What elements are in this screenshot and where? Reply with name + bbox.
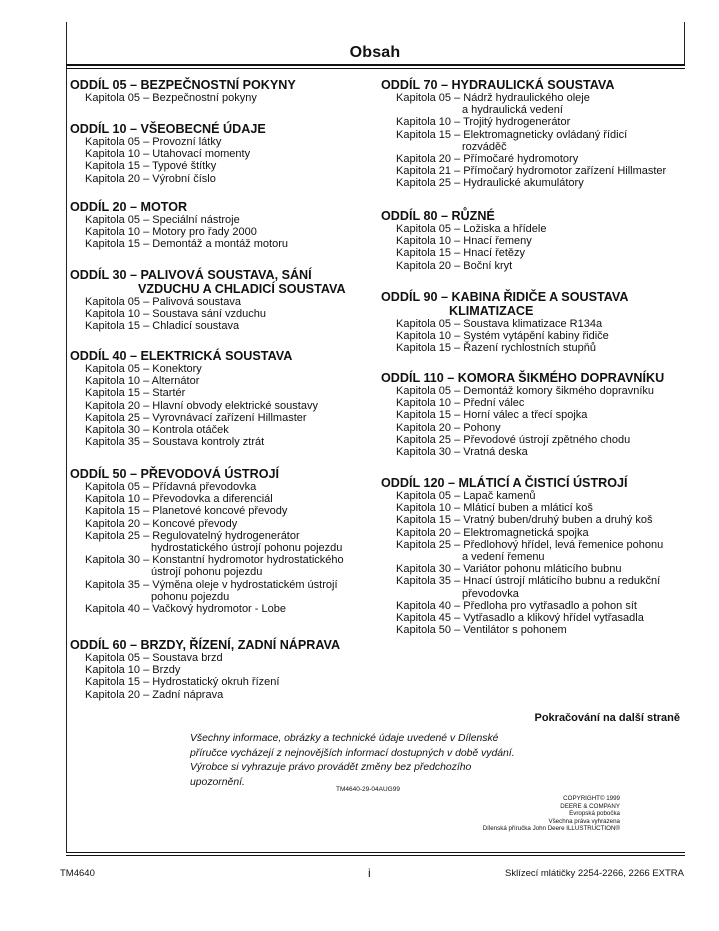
left-frame-line [66,22,67,852]
chapter-entry[interactable] [70,160,370,172]
chapter-entry-line: Kapitola 25 – Převodové ústrojí zpětného chodu [396,433,631,446]
chapter-entry-line: Kapitola 25 – Předlohový hřídel, levá řemenice pohonu [396,538,664,551]
chapter-entry[interactable] [70,676,370,688]
toc-section [381,371,684,458]
section-heading[interactable] [70,467,370,481]
chapter-entry-line: Kapitola 40 – Vačkový hydromotor - Lobe [85,603,286,616]
chapter-entry-line: Kapitola 30 – Konstantní hydromotor hydrostatického [85,554,344,567]
chapter-entry-line: Kapitola 05 – Demontáž komory šikmého dopravníku [396,385,655,397]
toc-section [70,638,370,701]
chapter-entry[interactable] [381,223,684,235]
section-heading-line: ODDÍL 10 – VŠEOBECNÉ ÚDAJE [70,122,266,136]
chapter-entry-line: hydrostatického ústrojí pohonu pojezdu [151,542,343,555]
chapter-entry[interactable] [381,385,684,397]
copyright-line: COPYRIGHT© 1999 [563,795,620,802]
chapter-entry-line: Kapitola 35 – Soustava kontroly ztrát [85,436,265,449]
chapter-entry[interactable] [70,226,370,238]
chapter-entry-line: Kapitola 15 – Hydrostatický okruh řízení [85,676,280,689]
chapter-entry[interactable] [70,173,370,185]
chapter-entry[interactable] [381,502,684,514]
section-heading[interactable] [70,349,370,363]
disclaimer-line: Výrobce si vyhrazuje právo provádět změny bez předchozího [190,762,472,773]
chapter-entry[interactable] [381,92,684,116]
section-heading[interactable] [381,209,684,223]
chapter-entry[interactable] [381,260,684,272]
chapter-entry-line: Kapitola 15 – Typové štítky [85,160,217,173]
copyright-line: Všechna práva vyhrazena [548,817,620,825]
chapter-entry[interactable] [381,177,684,189]
chapter-entry-line: Kapitola 45 – Vytřasadlo a klikový hřídel vytřasadla [396,612,644,625]
section-heading[interactable] [381,476,684,490]
chapter-entry[interactable] [70,579,370,603]
chapter-list [381,318,684,355]
chapter-entry[interactable] [381,514,684,526]
chapter-entry[interactable] [381,563,684,575]
chapter-entry-line: Kapitola 15 – Řazení rychlostních stupňů [396,342,596,355]
chapter-entry[interactable] [381,318,684,330]
chapter-entry[interactable] [70,136,370,148]
chapter-entry-line: Kapitola 30 – Kontrola otáček [85,424,229,437]
section-heading[interactable] [381,371,684,385]
chapter-entry[interactable] [381,330,684,342]
chapter-entry[interactable] [381,612,684,624]
chapter-entry[interactable] [70,148,370,160]
chapter-entry[interactable] [70,238,370,250]
toc-section [381,209,684,272]
footer-page-number: i [368,866,371,880]
chapter-entry-line: Kapitola 30 – Vratná deska [396,446,528,459]
section-heading[interactable] [381,290,684,318]
chapter-entry-line: rozváděč [462,140,507,153]
chapter-entry[interactable] [70,554,370,578]
chapter-entry-line: Kapitola 50 – Ventilátor s pohonem [396,624,567,637]
chapter-entry[interactable] [70,400,370,412]
toc-section [70,268,370,333]
chapter-entry-line: Kapitola 40 – Předloha pro vytřasadlo a pohon sít [396,599,637,612]
chapter-entry-line: Kapitola 20 – Boční kryt [396,259,513,272]
chapter-entry[interactable] [381,539,684,563]
chapter-entry[interactable] [70,412,370,424]
section-heading-line: ODDÍL 20 – MOTOR [70,200,188,214]
chapter-entry-line: Kapitola 15 – Chladicí soustava [85,320,240,333]
chapter-list [70,136,370,185]
chapter-entry[interactable] [70,530,370,554]
footer-rule [66,852,685,853]
right-frame-line [684,22,685,64]
chapter-entry-line: Kapitola 15 – Planetové koncové převody [85,505,288,518]
disclaimer-line: Všechny informace, obrázky a technické údaje uvedené v Dílenské [190,733,499,744]
chapter-entry[interactable] [70,493,370,505]
chapter-entry[interactable] [381,342,684,354]
chapter-entry[interactable] [70,296,370,308]
chapter-entry[interactable] [381,409,684,421]
disclaimer-line: příručce vycházejí z nejnovějších informací dostupných v době vydání. [190,747,515,759]
section-heading[interactable] [70,200,370,214]
section-heading[interactable] [70,638,370,652]
chapter-entry[interactable] [70,481,370,493]
toc-section [70,349,370,448]
chapter-entry-line: Kapitola 20 – Pohony [396,421,501,434]
chapter-entry-line: Kapitola 10 – Hnací řemeny [396,235,532,248]
copyright-line: Dílenská příručka John Deere ILLUSTRUCTION® [482,825,620,833]
title-rule-thin [66,68,685,69]
chapter-entry-line: Kapitola 25 – Regulovatelný hydrogenerátor [85,529,300,542]
chapter-entry-line: Kapitola 10 – Alternátor [85,375,200,388]
chapter-entry[interactable] [381,600,684,612]
section-heading-line: ODDÍL 30 – PALIVOVÁ SOUSTAVA, SÁNÍ [70,268,312,282]
chapter-list [70,296,370,333]
chapter-entry-line: Kapitola 05 – Provozní látky [85,136,222,148]
toc-section [381,78,684,190]
chapter-entry[interactable] [381,527,684,539]
chapter-entry-line: Kapitola 10 – Systém vytápění kabiny řidiče [396,330,609,343]
copyright-block [440,795,620,833]
chapter-entry-line: Kapitola 20 – Koncové převody [85,517,238,530]
chapter-entry-line: Kapitola 10 – Motory pro řady 2000 [85,226,257,239]
chapter-list [70,92,370,104]
section-heading-line: VZDUCHU A CHLADICÍ SOUSTAVA [138,282,346,296]
continued-note: Pokračování na další straně [534,712,680,724]
chapter-entry[interactable] [381,446,684,458]
chapter-entry[interactable] [70,436,370,448]
chapter-entry[interactable] [381,422,684,434]
chapter-list [70,481,370,615]
chapter-entry-line: Kapitola 15 – Horní válec a třecí spojka [396,409,588,422]
chapter-entry-line: Kapitola 10 – Brzdy [85,664,181,677]
chapter-entry-line: Kapitola 15 – Elektromagneticky ovládaný řídicí [396,128,628,141]
chapter-entry-line: Kapitola 21 – Přímočarý hydromotor zařízení Hillmaster [396,165,667,178]
chapter-entry[interactable] [381,116,684,128]
chapter-entry-line: Kapitola 25 – Hydraulické akumulátory [396,177,584,190]
chapter-entry[interactable] [381,235,684,247]
chapter-entry-line: Kapitola 05 – Soustava klimatizace R134a [396,318,603,330]
footer-rule-second [66,855,685,856]
section-heading-line: ODDÍL 05 – BEZPEČNOSTNÍ POKYNY [70,78,296,92]
chapter-entry-line: a vedení řemenu [462,551,545,564]
chapter-entry[interactable] [70,308,370,320]
chapter-entry-line: Kapitola 15 – Startér [85,387,186,400]
section-heading-line: ODDÍL 80 – RŮZNÉ [381,209,495,223]
section-heading-line: ODDÍL 90 – KABINA ŘIDIČE A SOUSTAVA [381,290,629,304]
chapter-entry[interactable] [381,397,684,409]
chapter-entry-line: Kapitola 15 – Vratný buben/druhý buben a druhý koš [396,514,653,527]
section-heading[interactable] [70,268,370,296]
chapter-list [381,490,684,636]
chapter-entry[interactable] [70,375,370,387]
chapter-entry[interactable] [70,652,370,664]
toc-section [381,290,684,355]
section-heading-line: KLIMATIZACE [449,304,534,318]
chapter-list [381,385,684,458]
chapter-entry[interactable] [381,153,684,165]
toc-section [70,467,370,615]
chapter-entry-line: Kapitola 20 – Hlavní obvody elektrické soustavy [85,399,318,412]
toc-section [70,122,370,185]
chapter-entry-line: Kapitola 05 – Konektory [85,363,202,375]
chapter-entry-line: Kapitola 30 – Variátor pohonu mláticího bubnu [396,563,622,576]
chapter-entry-line: Kapitola 20 – Přímočaré hydromotory [396,153,579,166]
disclaimer [190,732,520,790]
section-heading[interactable] [381,78,684,92]
chapter-entry-line: Kapitola 05 – Nádrž hydraulického oleje [396,92,590,104]
chapter-entry-line: Kapitola 20 – Zadní náprava [85,688,224,701]
title-rule [66,64,685,66]
chapter-entry-line: Kapitola 15 – Demontáž a montáž motoru [85,238,289,251]
chapter-entry[interactable] [381,247,684,259]
section-heading-line: ODDÍL 40 – ELEKTRICKÁ SOUSTAVA [70,349,293,363]
footer-manual-code: TM4640 [60,868,95,879]
section-heading-line: ODDÍL 120 – MLÁTICÍ A ČISTICÍ ÚSTROJÍ [381,476,628,490]
chapter-entry[interactable] [70,92,370,104]
chapter-entry[interactable] [381,490,684,502]
chapter-list [381,92,684,190]
chapter-entry-line: Kapitola 05 – Lapač kamenů [396,490,536,502]
chapter-entry-line: Kapitola 05 – Palivová soustava [85,296,241,308]
chapter-entry[interactable] [70,214,370,226]
chapter-entry[interactable] [70,664,370,676]
chapter-entry[interactable] [381,129,684,153]
chapter-entry[interactable] [381,575,684,599]
chapter-entry-line: Kapitola 25 – Vyrovnávací zařízení Hillmaster [85,411,307,424]
toc-section [70,200,370,251]
chapter-list [70,214,370,251]
chapter-entry[interactable] [381,624,684,636]
toc-section [381,476,684,636]
chapter-entry-line: Kapitola 05 – Ložiska a hřídele [396,223,547,235]
section-heading-line: ODDÍL 70 – HYDRAULICKÁ SOUSTAVA [381,78,615,92]
chapter-entry-line: Kapitola 10 – Mláticí buben a mláticí koš [396,502,593,515]
chapter-entry-line: Kapitola 15 – Hnací řetězy [396,247,526,260]
chapter-entry[interactable] [70,424,370,436]
chapter-entry[interactable] [70,363,370,375]
chapter-entry-line: Kapitola 05 – Přídavná převodovka [85,481,257,493]
chapter-entry-line: Kapitola 10 – Trojitý hydrogenerátor [396,116,571,129]
chapter-entry[interactable] [70,505,370,517]
section-heading[interactable] [70,78,370,92]
chapter-entry-line: a hydraulická vedení [462,104,563,117]
chapter-entry[interactable] [381,434,684,446]
chapter-list [381,223,684,272]
chapter-entry-line: Kapitola 10 – Soustava sání vzduchu [85,308,267,321]
chapter-entry[interactable] [70,320,370,332]
disclaimer-line: upozornění. [190,776,245,788]
chapter-entry-line: Kapitola 05 – Soustava brzd [85,652,223,664]
chapter-entry-line: převodovka [462,587,519,600]
toc-section [70,78,370,104]
chapter-entry-line: Kapitola 20 – Výrobní číslo [85,172,216,185]
copyright-line: Evropská pobočka [569,810,620,818]
chapter-entry[interactable] [70,518,370,530]
reference-code: TM4640-29-04AUG99 [336,786,400,793]
chapter-entry[interactable] [381,165,684,177]
chapter-entry-line: Kapitola 35 – Výměna oleje v hydrostatickém ústrojí [85,578,338,591]
chapter-list [70,363,370,448]
copyright-line: DEERE & COMPANY [560,802,620,810]
chapter-entry-line: pohonu pojezdu [151,590,230,603]
chapter-list [70,652,370,701]
page-title: Obsah [349,44,401,61]
section-heading-line: ODDÍL 50 – PŘEVODOVÁ ÚSTROJÍ [70,467,280,481]
chapter-entry[interactable] [70,603,370,615]
chapter-entry-line: Kapitola 20 – Elektromagnetická spojka [396,526,589,539]
section-heading-line: ODDÍL 60 – BRZDY, ŘÍZENÍ, ZADNÍ NÁPRAVA [70,638,341,652]
section-heading-line: ODDÍL 110 – KOMORA ŠIKMÉHO DOPRAVNÍKU [381,371,665,385]
chapter-entry-line: ústrojí pohonu pojezdu [151,566,263,579]
section-heading[interactable] [70,122,370,136]
footer-product-name: Sklízecí mlátičky 2254-2266, 2266 EXTRA [504,868,684,879]
chapter-entry[interactable] [70,689,370,701]
chapter-entry-line: Kapitola 10 – Utahovací momenty [85,148,251,161]
chapter-entry-line: Kapitola 35 – Hnací ústrojí mláticího bubnu a redukční [396,575,661,588]
chapter-entry[interactable] [70,387,370,399]
chapter-entry-line: Kapitola 05 – Speciální nástroje [85,214,240,226]
chapter-entry-line: Kapitola 05 – Bezpečnostní pokyny [85,92,257,104]
chapter-entry-line: Kapitola 10 – Převodovka a diferenciál [85,493,273,506]
chapter-entry-line: Kapitola 10 – Přední válec [396,397,525,410]
